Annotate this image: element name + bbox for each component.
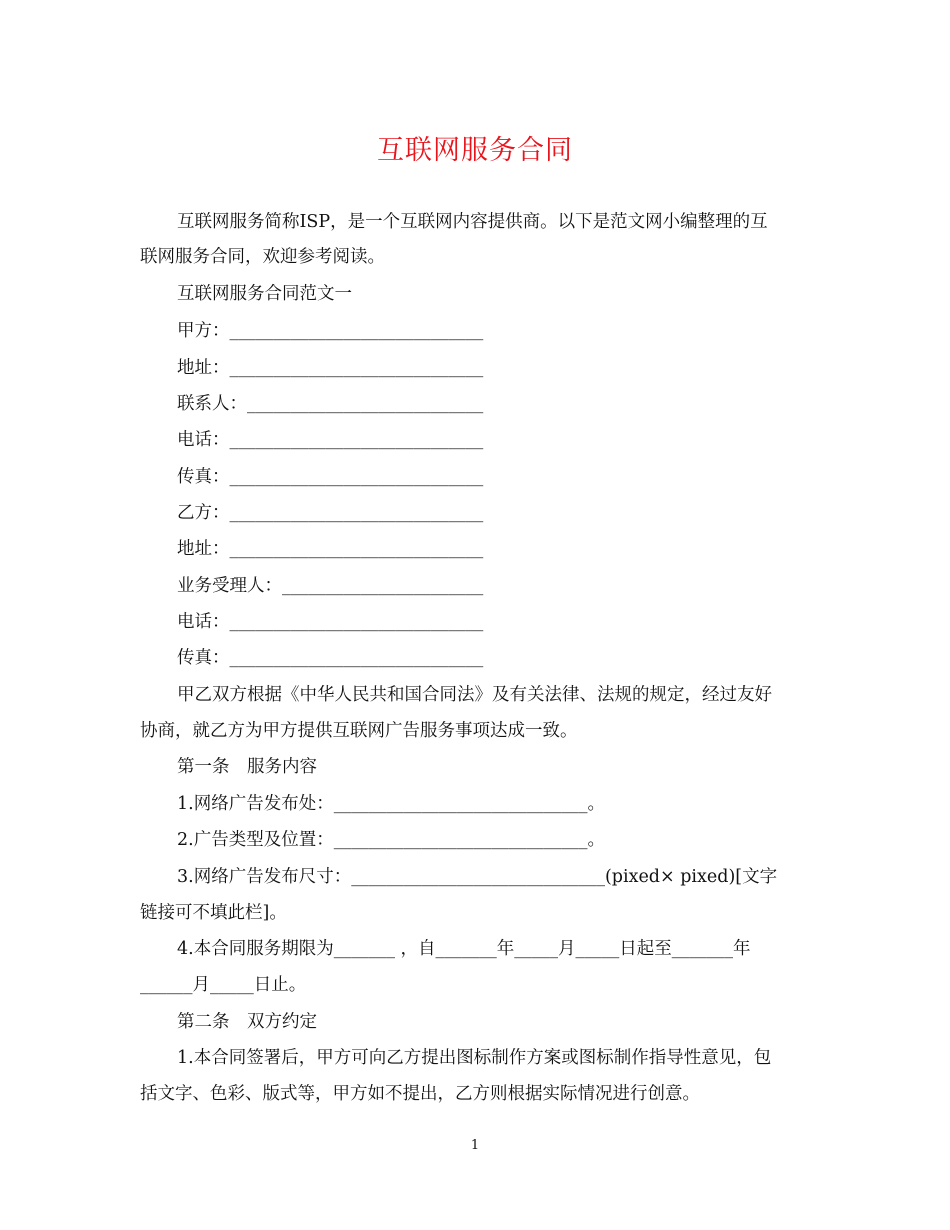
field-address-a: 地址：_____________________________ — [177, 358, 484, 378]
paragraph-line: 联网服务合同，欢迎参考阅读。 — [140, 247, 385, 267]
paragraph-line: 协商，就乙方为甲方提供互联网广告服务事项达成一致。 — [140, 721, 578, 741]
field-contact: 联系人：___________________________ — [177, 394, 484, 414]
field-fax-a: 传真：_____________________________ — [177, 467, 484, 487]
article-heading: 第二条 双方约定 — [177, 1012, 317, 1032]
paragraph-line: 互联网服务简称ISP，是一个互联网内容提供商。以下是范文网小编整理的互 — [177, 212, 768, 232]
clause-line: 1.网络广告发布处：_____________________________。 — [177, 794, 605, 814]
clause-line: 2.广告类型及位置：_____________________________。 — [177, 830, 605, 850]
field-party-a: 甲方：_____________________________ — [177, 321, 484, 341]
clause-line: 4.本合同服务期限为_______ ，自_______年_____月_____日起至_______年 — [177, 939, 751, 959]
clause-line: 括文字、色彩、版式等，甲方如不提出，乙方则根据实际情况进行创意。 — [140, 1084, 700, 1104]
field-address-b: 地址：_____________________________ — [177, 539, 484, 559]
paragraph-line: 甲乙双方根据《中华人民共和国合同法》及有关法律、法规的规定，经过友好 — [177, 685, 772, 705]
page-number: 1 — [470, 1138, 480, 1153]
clause-line: ______月_____日止。 — [140, 975, 307, 995]
field-handler: 业务受理人：_______________________ — [177, 576, 484, 596]
clause-line: 3.网络广告发布尺寸：_____________________________(pixed× pixed)[文字 — [177, 867, 778, 887]
clause-line: 1.本合同签署后，甲方可向乙方提出图标制作方案或图标制作指导性意见，包 — [177, 1048, 772, 1068]
document-title: 互联网服务合同 — [377, 135, 573, 166]
field-party-b: 乙方：_____________________________ — [177, 503, 484, 523]
clause-line: 链接可不填此栏]。 — [140, 903, 287, 923]
field-fax-b: 传真：_____________________________ — [177, 648, 484, 668]
section-heading: 互联网服务合同范文一 — [177, 284, 352, 304]
article-heading: 第一条 服务内容 — [177, 757, 317, 777]
field-phone-a: 电话：_____________________________ — [177, 430, 484, 450]
field-phone-b: 电话：_____________________________ — [177, 612, 484, 632]
